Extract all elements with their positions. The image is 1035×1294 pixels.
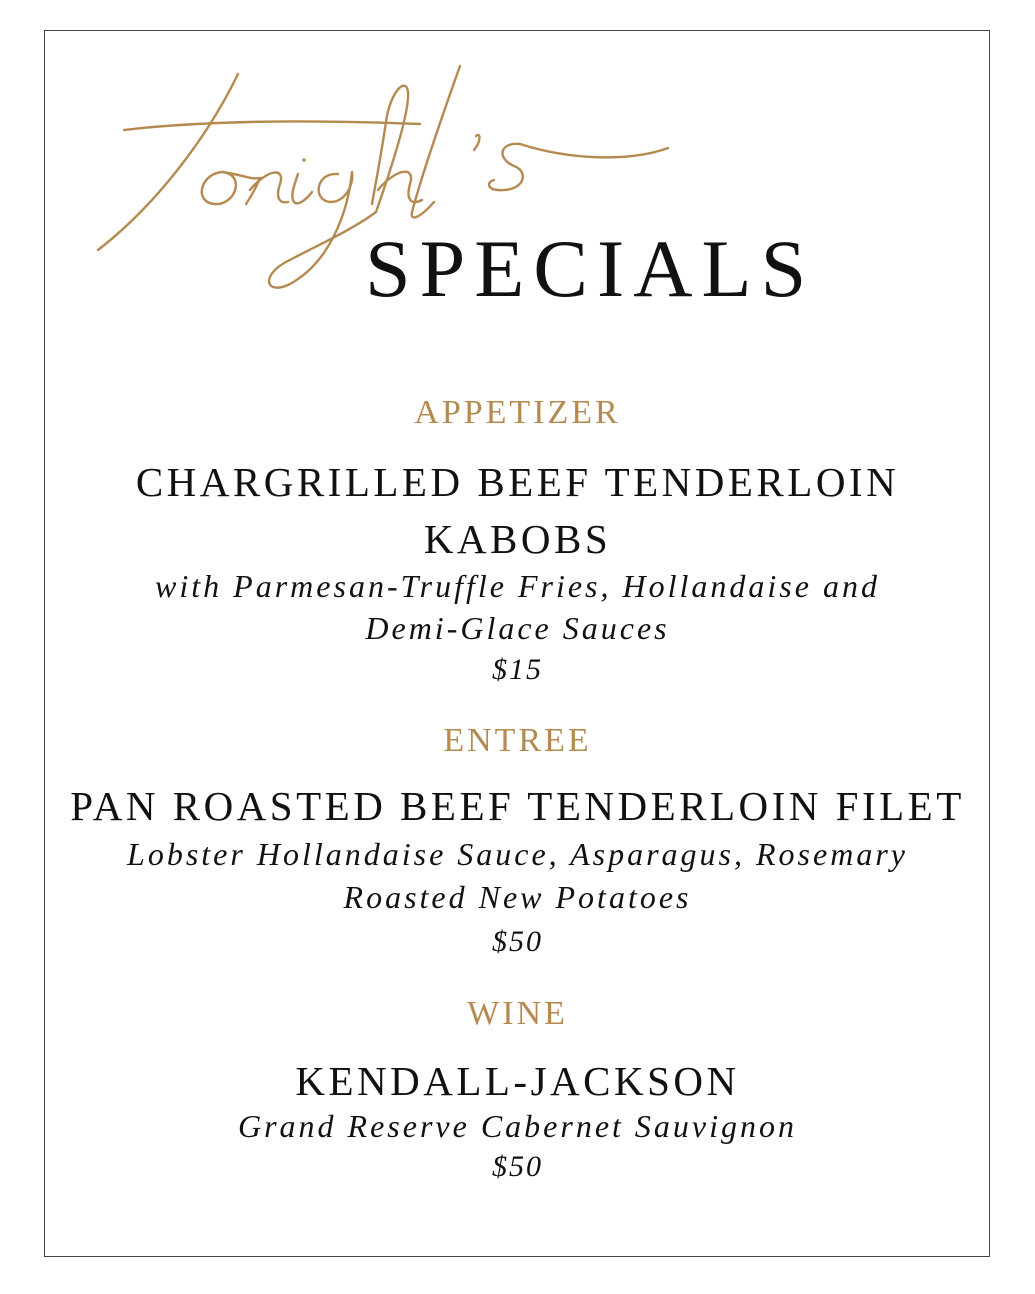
item-price: $50 [492, 1150, 543, 1183]
item-description-line: Roasted New Potatoes [343, 879, 692, 915]
item-name-line: KENDALL-JACKSON [295, 1058, 740, 1104]
item-name-line: CHARGRILLED BEEF TENDERLOIN [135, 459, 900, 505]
item-name-line: KABOBS [423, 516, 612, 562]
item-name-line: PAN ROASTED BEEF TENDERLOIN FILET [70, 783, 965, 829]
section-label-entree: ENTREE [443, 722, 592, 759]
section-label-appetizer: APPETIZER [414, 394, 621, 431]
section-label-wine: WINE [467, 995, 568, 1032]
item-description-line: Demi-Glace Sauces [365, 610, 670, 646]
item-price: $15 [492, 653, 543, 686]
item-description-line: Lobster Hollandaise Sauce, Asparagus, Rosemary [127, 836, 908, 872]
item-price: $50 [492, 925, 543, 958]
item-description-line: with Parmesan-Truffle Fries, Hollandaise and [155, 568, 880, 604]
page-title: SPECIALS [365, 223, 816, 314]
item-description-line: Grand Reserve Cabernet Sauvignon [237, 1108, 797, 1144]
